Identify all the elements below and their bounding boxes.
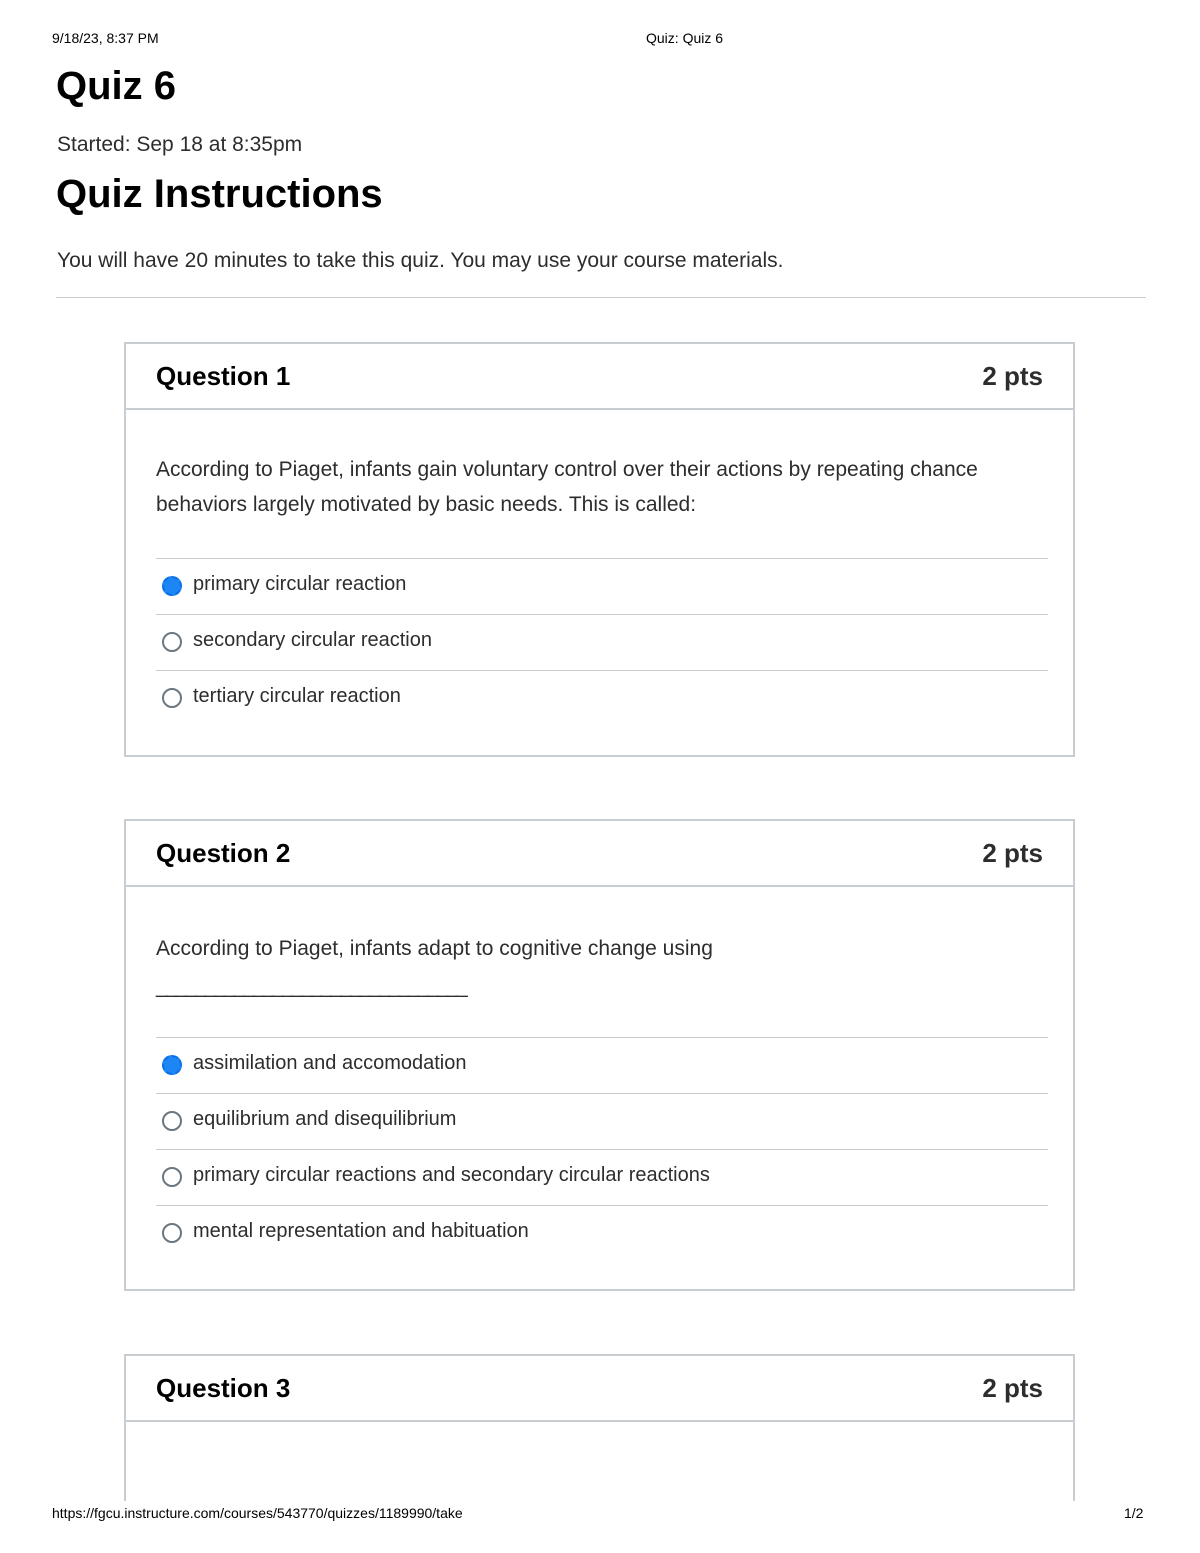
question-text: According to Piaget, infants gain voluntary control over their actions by repeating chance behaviors largely motivated by basic needs. This is called: xyxy=(156,458,978,516)
answer-label[interactable]: tertiary circular reaction xyxy=(193,685,401,707)
radio-button[interactable] xyxy=(162,1223,182,1243)
radio-button[interactable] xyxy=(162,688,182,708)
question-text: According to Piaget, infants adapt to cognitive change using xyxy=(156,937,713,960)
question-2 xyxy=(124,819,1075,1291)
instructions-heading: Quiz Instructions xyxy=(56,172,383,216)
question-header xyxy=(126,1356,1073,1422)
answer-option[interactable] xyxy=(156,1093,1048,1149)
question-header xyxy=(126,821,1073,887)
page-title: Quiz 6 xyxy=(56,64,177,108)
radio-button-selected[interactable] xyxy=(162,576,182,596)
question-title: Question 1 xyxy=(156,361,291,391)
print-url: https://fgcu.instructure.com/courses/543770/quizzes/1189990/take xyxy=(52,1505,463,1521)
answer-label[interactable]: primary circular reaction xyxy=(193,573,407,595)
answer-option[interactable] xyxy=(156,1205,1048,1261)
answer-label[interactable]: assimilation and accomodation xyxy=(193,1052,467,1074)
instructions-text: You will have 20 minutes to take this quiz. You may use your course materials. xyxy=(57,249,784,272)
radio-button-selected[interactable] xyxy=(162,1055,182,1075)
radio-button[interactable] xyxy=(162,632,182,652)
answer-label[interactable]: secondary circular reaction xyxy=(193,629,432,651)
answer-option[interactable] xyxy=(156,1037,1048,1093)
answer-label[interactable]: mental representation and habituation xyxy=(193,1220,529,1242)
question-title: Question 2 xyxy=(156,838,291,868)
answer-label[interactable]: equilibrium and disequilibrium xyxy=(193,1108,457,1130)
question-points: 2 pts xyxy=(982,361,1043,391)
question-title: Question 3 xyxy=(156,1373,291,1403)
divider xyxy=(56,297,1146,298)
answer-option[interactable] xyxy=(156,558,1048,614)
answer-label[interactable]: primary circular reactions and secondary circular reactions xyxy=(193,1164,710,1186)
print-page-number: 1/2 xyxy=(1124,1505,1144,1521)
radio-button[interactable] xyxy=(162,1111,182,1131)
question-1 xyxy=(124,342,1075,757)
question-points: 2 pts xyxy=(982,1373,1043,1403)
question-3 xyxy=(124,1354,1075,1501)
question-blank: ________________________________ xyxy=(156,975,466,998)
radio-button[interactable] xyxy=(162,1167,182,1187)
print-page-title: Quiz: Quiz 6 xyxy=(646,30,724,46)
question-header xyxy=(126,344,1073,410)
started-timestamp: Started: Sep 18 at 8:35pm xyxy=(57,133,303,156)
answer-option[interactable] xyxy=(156,1149,1048,1205)
answer-option[interactable] xyxy=(156,670,1048,726)
question-points: 2 pts xyxy=(982,838,1043,868)
answer-option[interactable] xyxy=(156,614,1048,670)
print-datetime: 9/18/23, 8:37 PM xyxy=(52,30,159,46)
